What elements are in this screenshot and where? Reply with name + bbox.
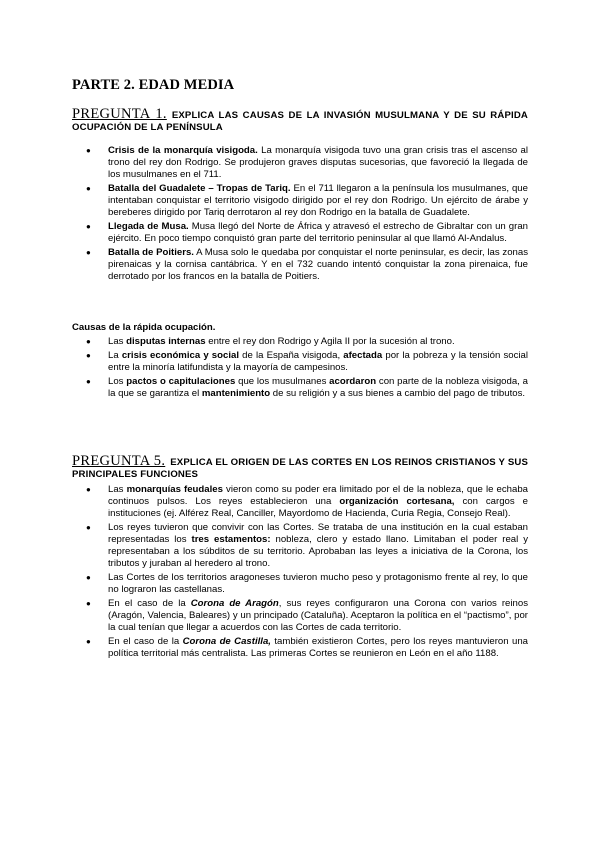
question-5-number: PREGUNTA 5. (72, 453, 166, 469)
bullet-icon: ● (86, 351, 91, 360)
bold-run: crisis económica y social (121, 350, 239, 361)
text-run: con parte de la nobleza visigoda, a la que se garantiza el (108, 376, 528, 399)
list-item (72, 636, 528, 660)
text-run: Las (108, 336, 127, 347)
bullet-icon: ● (86, 599, 91, 608)
item-text: En el 711 llegaron a la península los musulmanes, que intentaban conquistar el territorio visigodo dirigido por el rey don Rodrigo. Un ejército de árabe y bereberes dirigido por Tariq derrotaron al rey don Rodrigo en la batalla de Guadalete. (108, 183, 528, 218)
list-item (72, 221, 528, 245)
bold-run: organización cortesana, (339, 496, 455, 507)
bullet-icon: ● (86, 573, 91, 582)
list-item (72, 522, 528, 570)
text-run: de su religión y a sus bienes a cambio del pago de tributos. (270, 388, 526, 399)
bold-run: disputas internas (126, 336, 206, 347)
question-1-title: EXPLICA LAS CAUSAS DE LA INVASIÓN MUSULMANA Y DE SU RÁPIDA OCUPACIÓN DE LA PENÍNSULA (72, 110, 528, 133)
text-run: Los reyes tuvieron que convivir con las Cortes. Se trataba de una institución en la cual estaban representadas los (108, 522, 528, 545)
text-run: La (108, 350, 122, 361)
text-run: vieron como su poder era limitado por el de la nobleza, que le echaba continuos pulsos. Los reyes establecieron una (108, 484, 528, 507)
bullet-icon: ● (86, 146, 91, 155)
text-run: con cargos e instituciones (ej. Alférez Real, Canciller, Mayordomo de Hacienda, Curia Regia, Consejo Real). (108, 496, 528, 519)
question-1-heading (72, 108, 528, 134)
list-item (72, 247, 528, 283)
causes-list (72, 336, 528, 402)
item-bold-lead: Crisis de la monarquía visigoda. (108, 145, 258, 156)
bullet-icon: ● (86, 184, 91, 193)
list-item (72, 145, 528, 181)
list-item (72, 336, 528, 348)
item-text: Musa llegó del Norte de África y atravesó el estrecho de Gibraltar con un gran ejército. En poco tiempo conquistó gran parte del territorio peninsular al que llamó Al-Andalus. (108, 221, 528, 244)
question-1-list (72, 145, 528, 285)
text-run: nobleza, clero y estado llano. Limitaban el poder real y representaban a los súbditos de su territorio. Aprobaban las leyes a iniciativa de la Corona, los tributos y juraban al heredero al trono. (108, 534, 529, 569)
question-5-list (72, 484, 528, 662)
text-run: En el caso de la (108, 636, 183, 647)
bold-run: acordaron (329, 376, 377, 387)
part-title: PARTE 2. EDAD MEDIA (72, 77, 235, 93)
text-run: Las (108, 484, 127, 495)
bold-run: monarquías feudales (126, 484, 223, 495)
question-1-number: PREGUNTA 1. (72, 106, 167, 122)
bullet-icon: ● (86, 222, 91, 231)
text-run: de la España visigoda, (239, 350, 344, 361)
bullet-icon: ● (86, 337, 91, 346)
bullet-icon: ● (86, 523, 91, 532)
item-bold-lead: Llegada de Musa. (108, 221, 189, 232)
item-text: La monarquía visigoda tuvo una gran crisis tras el ascenso al trono del rey don Rodrigo. Se produjeron graves disputas sucesorias, que favoreció la llegada de los musulmanes en el 711. (108, 145, 529, 180)
bold-italic-run: Corona de Aragón (190, 598, 279, 609)
text-run: Las Cortes de los territorios aragoneses tuvieron mucho peso y protagonismo frente al rey, lo que no lograron las castellanas. (108, 572, 528, 595)
bullet-icon: ● (86, 377, 91, 386)
text-run: por la pobreza y la tensión social entre la minoría latifundista y la mayoría de campesinos. (108, 350, 528, 373)
text-run: entre el rey don Rodrigo y Agila II por la sucesión al trono. (205, 336, 455, 347)
bold-run: pactos o capitulaciones (126, 376, 236, 387)
bullet-icon: ● (86, 485, 91, 494)
question-5-title: EXPLICA EL ORIGEN DE LAS CORTES EN LOS REINOS CRISTIANOS Y SUS PRINCIPALES FUNCIONES (72, 457, 528, 480)
list-item (72, 572, 528, 596)
question-5-heading (72, 455, 528, 481)
list-item (72, 183, 528, 219)
bold-run: mantenimiento (201, 388, 271, 399)
list-item (72, 350, 528, 374)
item-bold-lead: Batalla de Poitiers. (108, 247, 194, 258)
bold-run: afectada (343, 350, 383, 361)
text-run: también existieron Cortes, pero los reyes mantuvieron una política territorial más centralista. Las primeras Cortes se reunieron en León en el año 1188. (108, 636, 528, 659)
text-run: , sus reyes configuraron una Corona con varios reinos (Aragón, Valencia, Baleares) y un principado (Cataluña). Aceptaron la política en el “pactismo”, por la cual tenían que llegar a acuerdos con las Cortes de cada territorio. (108, 598, 528, 633)
list-item (72, 484, 528, 520)
text-run: Los (108, 376, 127, 387)
list-item (72, 598, 528, 634)
item-bold-lead: Batalla del Guadalete – Tropas de Tariq. (108, 183, 291, 194)
bullet-icon: ● (86, 637, 91, 646)
list-item (72, 376, 528, 400)
rapid-occupation-heading: Causas de la rápida ocupación. (72, 322, 216, 333)
text-run: En el caso de la (108, 598, 191, 609)
bullet-icon: ● (86, 248, 91, 257)
bold-italic-run: Corona de Castilla, (182, 636, 271, 647)
item-text: A Musa solo le quedaba por conquistar el norte peninsular, es decir, las zonas pirenaicas y la cornisa cantábrica. Y en el 732 cuando intentó conquistar la zona pirenaica, fue derrotado por los francos en la batalla de Poitiers. (108, 247, 529, 282)
bold-run: tres estamentos: (191, 534, 271, 545)
text-run: que los musulmanes (235, 376, 330, 387)
